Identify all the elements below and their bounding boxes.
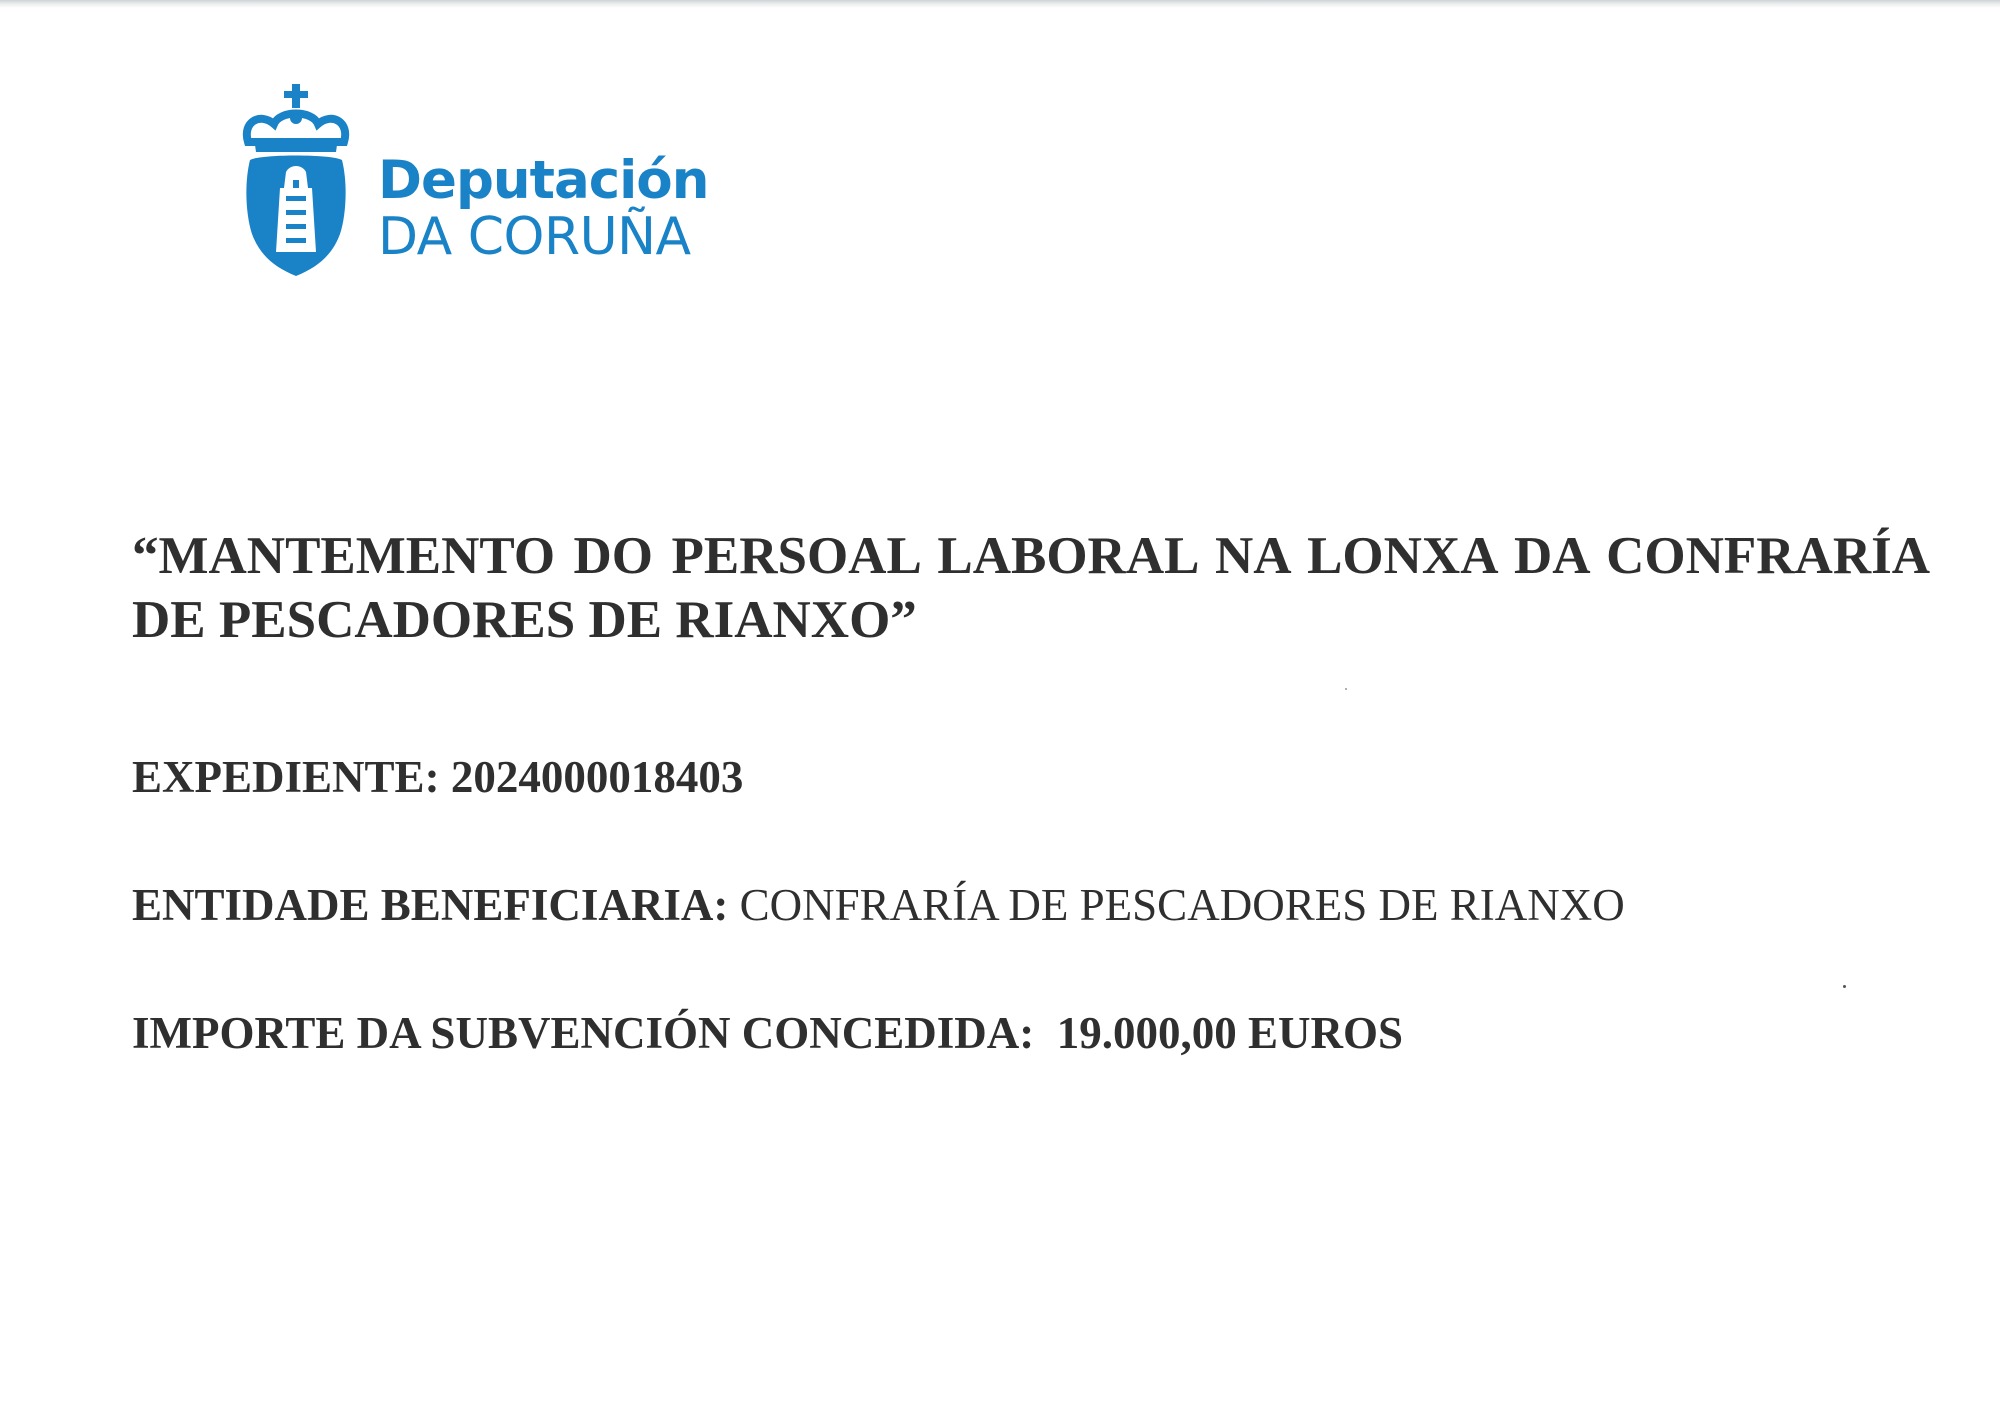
logo-line-2: DA CORUÑA xyxy=(378,207,691,267)
scan-speck xyxy=(1345,688,1347,690)
entidade-value: CONFRARÍA DE PESCADORES DE RIANXO xyxy=(739,880,1625,930)
coat-of-arms-icon xyxy=(240,84,352,280)
document-title: “MANTEMENTO DO PERSOAL LABORAL NA LONXA DA CONFRARÍA DE PESCADORES DE RIANXO” xyxy=(132,527,1930,649)
expediente-field xyxy=(132,750,743,804)
importe-label: IMPORTE DA SUBVENCIÓN CONCEDIDA: xyxy=(132,1008,1035,1058)
importe-field xyxy=(132,1006,1403,1060)
expediente-label: EXPEDIENTE: xyxy=(132,752,440,802)
expediente-value: 2024000018403 xyxy=(450,752,744,802)
document-body xyxy=(132,524,1930,1058)
entidade-label: ENTIDADE BENEFICIARIA: xyxy=(132,880,729,930)
scan-edge xyxy=(0,0,2000,8)
scan-speck xyxy=(1843,985,1846,988)
logo-line-1: Deputación xyxy=(378,150,709,211)
deputacion-logo xyxy=(240,84,709,284)
importe-value: 19.000,00 EUROS xyxy=(1056,1008,1404,1058)
logo-wordmark xyxy=(378,150,709,267)
entidade-field xyxy=(132,878,1625,932)
